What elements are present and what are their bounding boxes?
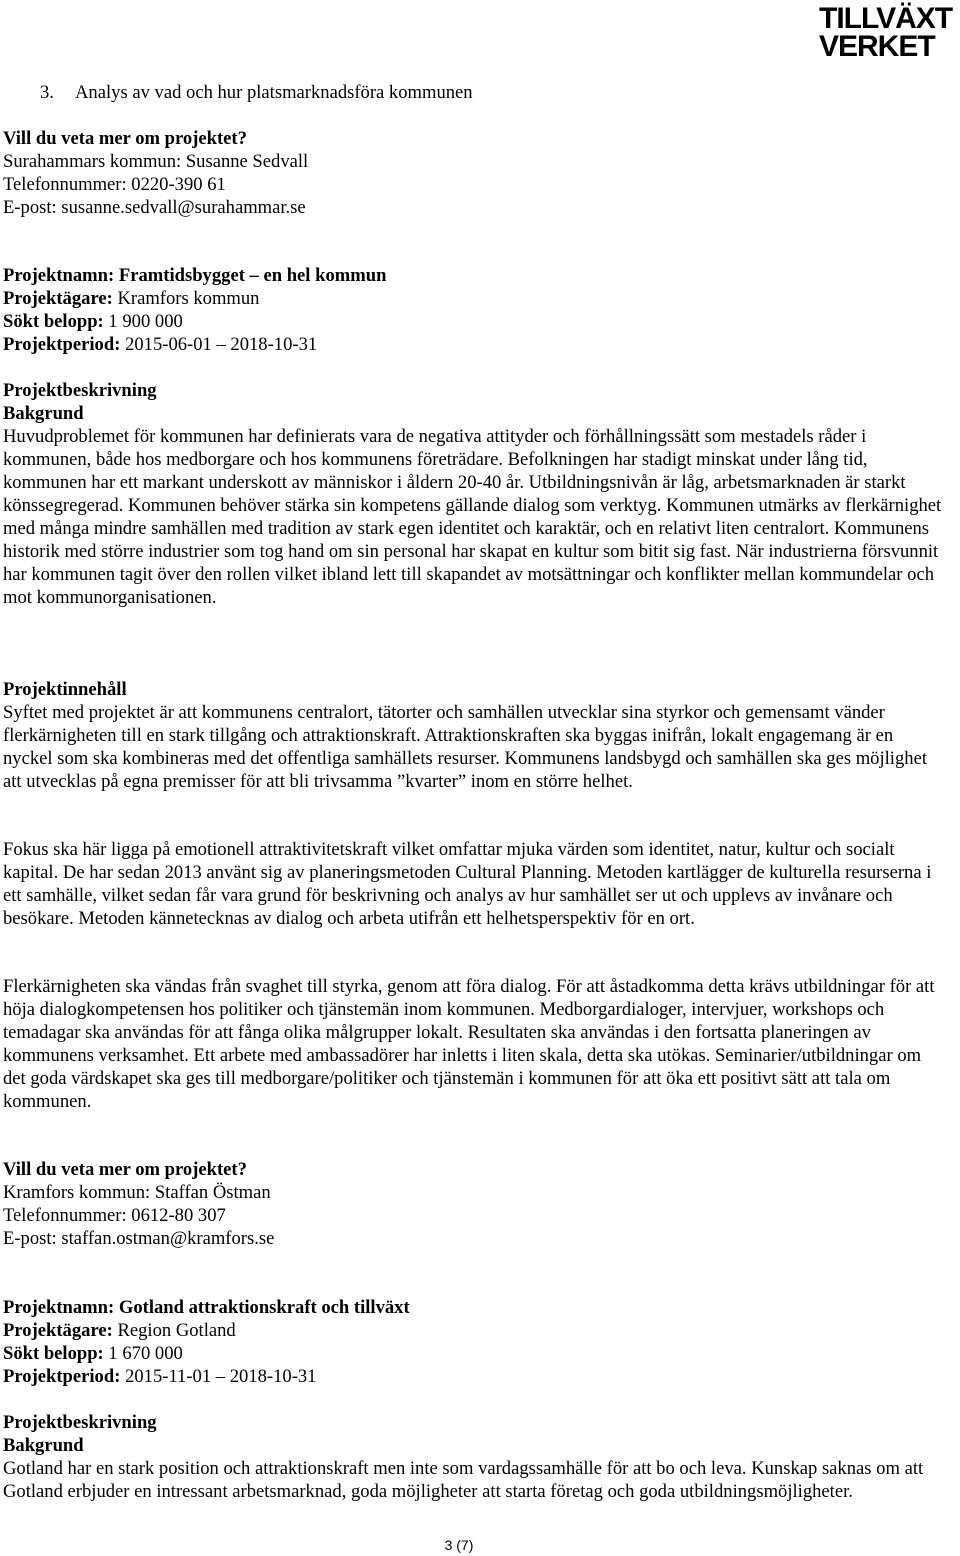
project-name-value: Framtidsbygget – en hel kommun — [118, 265, 387, 286]
project-meta-1 — [3, 264, 943, 356]
contact-section-1 — [3, 127, 943, 219]
project-owner-label: Projektägare: — [3, 1320, 113, 1341]
project-name-row — [3, 1296, 943, 1319]
project-owner-value: Region Gotland — [117, 1320, 236, 1341]
section-heading-background: Bakgrund — [3, 1435, 84, 1456]
contact-phone: Telefonnummer: 0612-80 307 — [3, 1205, 226, 1226]
project-period-label: Projektperiod: — [3, 1366, 121, 1387]
section-heading-description: Projektbeskrivning — [3, 380, 157, 401]
contact-name: Kramfors kommun: Staffan Östman — [3, 1182, 271, 1203]
page-number: 3 (7) — [444, 1537, 474, 1553]
contact-heading: Vill du veta mer om projektet? — [3, 128, 247, 149]
contact-email: E-post: susanne.sedvall@surahammar.se — [3, 197, 306, 218]
project-period-row — [3, 333, 943, 356]
project-period-value: 2015-06-01 – 2018-10-31 — [125, 334, 318, 355]
contact-heading: Vill du veta mer om projektet? — [3, 1159, 247, 1180]
project-owner-row — [3, 1319, 943, 1342]
project-owner-row — [3, 287, 943, 310]
project-name-label: Projektnamn: — [3, 1297, 115, 1318]
contact-name: Surahammars kommun: Susanne Sedvall — [3, 151, 309, 172]
project-period-value: 2015-11-01 – 2018-10-31 — [125, 1366, 317, 1387]
project-amount-label: Sökt belopp: — [3, 311, 104, 332]
project-amount-label: Sökt belopp: — [3, 1343, 104, 1364]
project-description-1 — [3, 379, 943, 609]
background-paragraph: Gotland har en stark position och attraktionskraft men inte som vardagssamhälle för att bo och leva. Kunskap saknas om att Gotland erbjuder en intressant arbetsmarknad, goda möjligheter att starta företag och goda utbildningsmöjligheter. — [3, 1458, 924, 1502]
project-owner-value: Kramfors kommun — [117, 288, 260, 309]
list-item-text: Analys av vad och hur platsmarknadsföra kommunen — [75, 82, 473, 103]
section-heading-description: Projektbeskrivning — [3, 1412, 157, 1433]
project-description-2 — [3, 1411, 943, 1503]
logo-line-1: TILLVÄXT — [819, 2, 953, 35]
contact-section-2 — [3, 1158, 943, 1250]
paragraph-multicore: Flerkärnigheten ska vändas från svaghet till styrka, genom att föra dialog. För att åstadkomma detta krävs utbildningar för att höja dialogkompetensen hos politiker och tjänstemän inom kommunen. Medborgardialoger, intervjuer, workshops och temadagar ska användas för att fånga olika målgrupper lokalt. Resultaten ska användas i den fortsatta planeringen av kommunens verksamhet. Ett arbete med ambassadörer har inletts i liten skala, detta ska utökas. Seminarier/utbildningar om det goda värdskapet ska ges till medborgare/politiker och tjänstemän i kommunen för att öka ett positivt sätt att tala om kommunen. — [3, 976, 935, 1112]
paragraph-focus: Fokus ska här ligga på emotionell attraktivitetskraft vilket omfattar mjuka värden som identitet, natur, kultur och socialt kapital. De har sedan 2013 använt sig av planeringsmetoden Cultural Planning. Metoden kartlägger de kulturella resurserna i ett samhälle, vilket sedan får vara grund för beskrivning och analys av hur samhället ser ut och upplevs av invånare och besökare. Metoden kännetecknas av dialog och arbeta utifrån ett helhetsperspektiv för en ort. — [3, 839, 932, 929]
project-amount-value: 1 670 000 — [108, 1343, 183, 1364]
project-name-value: Gotland attraktionskraft och tillväxt — [118, 1297, 410, 1318]
project-content-1 — [3, 678, 943, 793]
section-heading-content: Projektinnehåll — [3, 679, 127, 700]
contact-email: E-post: staffan.ostman@kramfors.se — [3, 1228, 275, 1249]
project-amount-value: 1 900 000 — [108, 311, 183, 332]
tillvaxtverket-logo — [819, 4, 959, 62]
logo-line-2: VERKET — [819, 30, 935, 63]
section-heading-background: Bakgrund — [3, 403, 84, 424]
project-period-label: Projektperiod: — [3, 334, 121, 355]
project-owner-label: Projektägare: — [3, 288, 113, 309]
background-paragraph: Huvudproblemet för kommunen har definierats vara de negativa attityder och förhållningssätt som mestadels råder i kommunen, både hos medborgare och hos kommunens företrädare. Befolkningen har stadigt minskat under lång tid, kommunen har ett markant underskott av människor i åldern 20-40 år. Utbildningsnivån är låg, arbetsmarknaden är starkt könssegregerad. Kommunen behöver stärka sin kompetens gällande dialog som verktyg. Kommunen utmärks av flerkärnighet med många mindre samhällen med tradition av stark egen identitet och karaktär, och en relativt liten centralort. Kommunens historik med större industrier som tog hand om sin personal har skapat en kultur som bitit sig fast. När industrierna försvunnit har kommunen tagit över den rollen vilket ibland lett till skapandet av motsättningar och konflikter mellan kommundelar och mot kommunorganisationen. — [3, 426, 942, 608]
project-name-label: Projektnamn: — [3, 265, 115, 286]
contact-phone: Telefonnummer: 0220-390 61 — [3, 174, 226, 195]
list-item-number: 3. — [40, 82, 54, 103]
project-meta-2 — [3, 1296, 943, 1388]
project-amount-row — [3, 310, 943, 333]
project-amount-row — [3, 1342, 943, 1365]
content-paragraph: Syftet med projektet är att kommunens centralort, tätorter och samhällen utvecklar sina styrkor och gemensamt vänder flerkärnigheten till en stark tillgång och attraktionskraft. Attraktionskraften ska byggas inifrån, lokalt engagemang är en nyckel som ska kombineras med det offentliga samhällets resurser. Kommunens landsbygd och samhällen ska ges möjlighet att utvecklas på egna premisser för att bli trivsamma ”kvarter” inom en större helhet. — [3, 702, 927, 792]
project-period-row — [3, 1365, 943, 1388]
project-name-row — [3, 264, 943, 287]
